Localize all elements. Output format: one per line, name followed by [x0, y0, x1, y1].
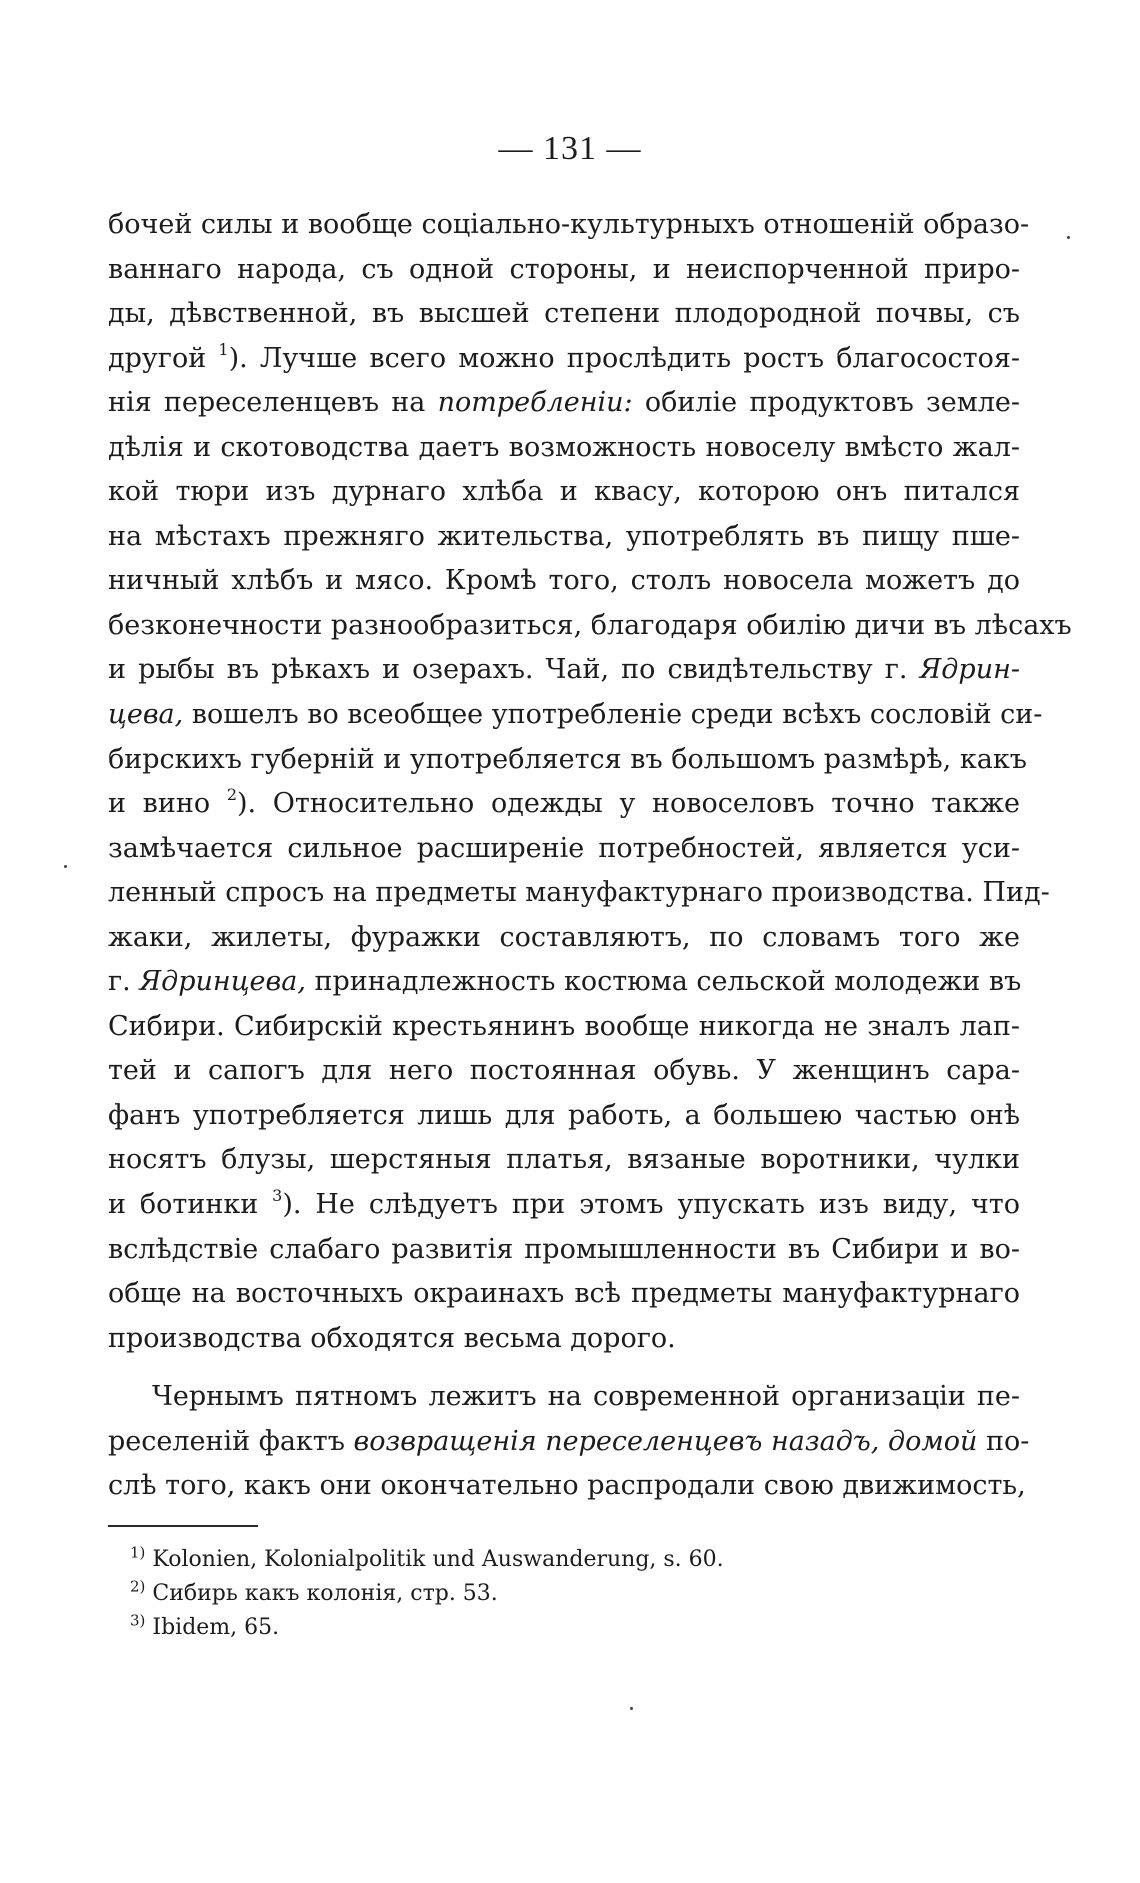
text-line [108, 960, 1020, 1005]
text-run: другой [108, 342, 219, 374]
text-run: тей и сапогъ для него постоянная обувь. У женщинъ сара- [108, 1055, 1020, 1087]
text-run: и рыбы въ рѣкахъ и озерахъ. Чай, по свидѣтельству г. [108, 654, 920, 686]
text-run: обще на восточныхъ окраинахъ всѣ предметы мануфактурнаго [108, 1278, 1020, 1310]
text-run: Чернымъ пятномъ лежитъ на современной организаціи пе- [152, 1381, 1020, 1413]
text-line [108, 782, 1020, 827]
text-run: слѣ того, какъ они окончательно распродали свою движимость, [108, 1470, 1026, 1502]
emphasis-text: Ядрин- [919, 654, 1020, 686]
footnote-rule [108, 1525, 258, 1527]
text-run: жаки, жилеты, фуражки составляютъ, по словамъ того же [108, 921, 1020, 953]
paper-speck [1067, 236, 1070, 239]
text-line [108, 1138, 1020, 1183]
footnotes [130, 1543, 1010, 1645]
text-line [108, 1375, 1020, 1420]
footnote-text: Сибирь какъ колонія, стр. 53. [145, 1581, 498, 1606]
text-line [108, 292, 1020, 337]
text-line [108, 1464, 1026, 1509]
paragraph-2 [108, 1375, 1030, 1509]
text-line [108, 738, 1027, 783]
text-line [108, 871, 1050, 916]
footnote-mark: 3) [130, 1611, 146, 1630]
text-run: обиліе продуктовъ земле- [632, 387, 1020, 419]
text-line [108, 559, 1020, 604]
text-line [108, 648, 1020, 693]
text-run: нія переселенцевъ на [108, 387, 438, 419]
text-run: носятъ блузы, шерстяныя платья, вязаные воротники, чулки [108, 1144, 1020, 1176]
footnote-reference: 2 [226, 785, 237, 805]
text-line [108, 426, 1020, 471]
body-text [108, 203, 1072, 1509]
footnote-text: Ibidem, 65. [145, 1615, 280, 1640]
text-run: и ботинки [108, 1189, 273, 1221]
text-run: ). Относительно одежды у новоселовъ точно также [237, 788, 1020, 820]
text-run: г. [108, 966, 140, 998]
text-line [108, 1005, 1020, 1050]
text-line [108, 470, 1020, 515]
text-run: бирскихъ губерній и употребляется въ большомъ размѣрѣ, какъ [108, 743, 1027, 775]
text-line [108, 693, 1043, 738]
text-run: вошелъ во всеобщее употребленіе среди всѣхъ сословій си- [183, 699, 1043, 731]
text-run: безконечности разнообразиться, благодаря обилію дичи въ лѣсахъ [108, 609, 1072, 641]
text-run: ленный спросъ на предметы мануфактурнаго производства. Пид- [108, 877, 1050, 909]
footnote [130, 1577, 1010, 1611]
footnote-reference: 3 [272, 1186, 283, 1206]
text-line [108, 203, 1030, 248]
text-run: реселеній фактъ [108, 1425, 354, 1457]
text-line [108, 1049, 1020, 1094]
text-line [108, 827, 1020, 872]
emphasis-text: возвращенія переселенцевъ назадъ, домой [353, 1425, 978, 1457]
text-line [108, 1183, 1020, 1228]
footnote [130, 1543, 1010, 1577]
text-line [108, 1094, 1020, 1139]
text-run: Сибири. Сибирскій крестьянинъ вообще никогда не зналъ лап- [108, 1010, 1020, 1042]
text-run: замѣчается сильное расширеніе потребностей, является уси- [108, 832, 1020, 864]
footnote [130, 1611, 1010, 1645]
emphasis-text: Ядринцева, [139, 966, 306, 998]
footnote-text: Kolonien, Kolonialpolitik und Auswanderung, s. 60. [145, 1547, 724, 1572]
paper-speck [630, 1707, 633, 1710]
paragraph-1 [108, 203, 1072, 1361]
text-run: бочей силы и вообще соціально-культурныхъ отношеній образо- [108, 209, 1030, 240]
emphasis-text: цева, [108, 699, 184, 731]
text-line [108, 1272, 1020, 1317]
text-run: ). Не слѣдуетъ при этомъ упускать изъ виду, что [282, 1189, 1020, 1221]
text-line [108, 515, 1020, 560]
text-run: на мѣстахъ прежняго жительства, употреблять въ пищу пше- [108, 520, 1020, 552]
paper-speck [64, 865, 67, 868]
text-line [108, 1228, 1020, 1273]
page-number: — 131 — [498, 130, 642, 167]
text-line [108, 1420, 1030, 1465]
text-run: вслѣдствіе слабаго развитія промышленности въ Сибири и во- [108, 1233, 1020, 1265]
text-line [108, 1317, 1020, 1362]
text-run: ничный хлѣбъ и мясо. Кромѣ того, столъ новосела можетъ до [108, 565, 1020, 597]
text-line [108, 916, 1020, 961]
footnote-reference: 1 [218, 339, 229, 359]
text-line [108, 381, 1020, 426]
text-line [108, 248, 1020, 293]
text-line [108, 604, 1072, 649]
text-run: ваннаго народа, съ одной стороны, и неиспорченной приро- [108, 253, 1020, 285]
text-run: ды, дѣвственной, въ высшей степени плодородной почвы, съ [108, 298, 1020, 330]
text-run: фанъ употребляется лишь для работь, а большею частью онѣ [108, 1099, 1020, 1131]
text-run: производства обходятся весьма дорого. [108, 1322, 676, 1354]
text-line [108, 337, 1020, 382]
text-run: дѣлія и скотоводства даетъ возможность новоселу вмѣсто жал- [108, 431, 1020, 463]
footnote-mark: 1) [130, 1543, 146, 1562]
text-run: кой тюри изъ дурнаго хлѣба и квасу, которою онъ питался [108, 476, 1020, 508]
text-run: ). Лучше всего можно прослѣдить ростъ благосостоя- [228, 342, 1020, 374]
footnote-mark: 2) [130, 1577, 146, 1596]
text-run: и вино [108, 788, 227, 820]
text-run: принадлежность костюма сельской молодежи въ [305, 966, 1022, 998]
text-run: по- [977, 1425, 1030, 1457]
emphasis-text: потребленіи: [437, 387, 633, 419]
